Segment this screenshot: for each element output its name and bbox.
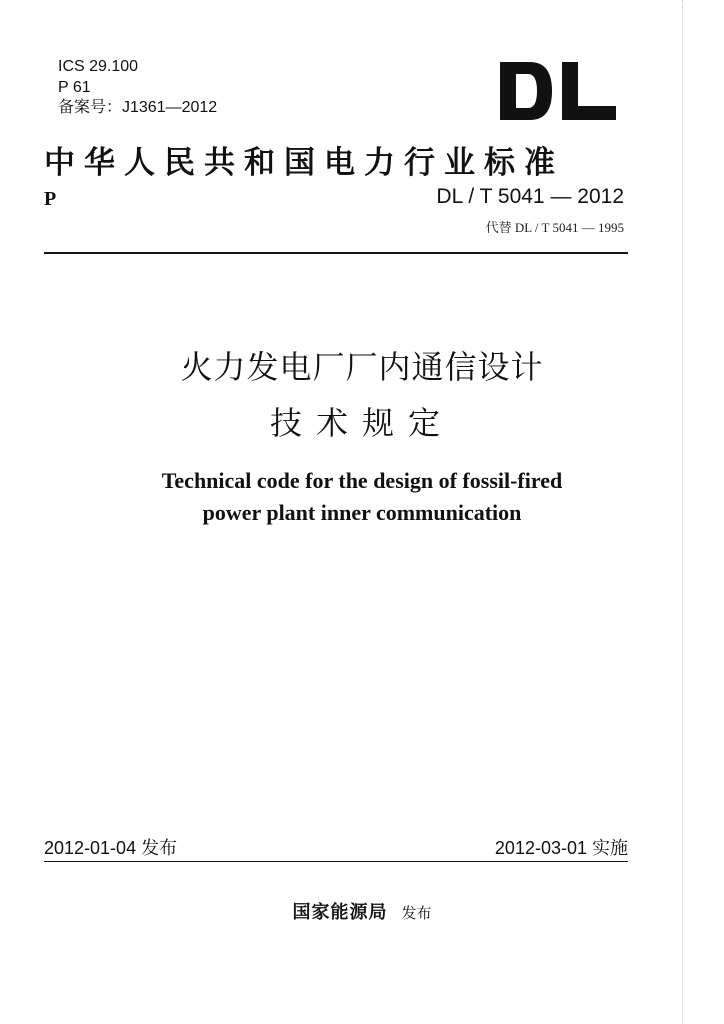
implementation-date: 2012-03-01 实施 bbox=[494, 838, 628, 858]
issue-date: 2012-01-04 发布 bbox=[44, 838, 178, 858]
dl-logo bbox=[500, 62, 618, 120]
issuer-name: 国家能源局 bbox=[292, 902, 388, 923]
record-number: 备案号：J1361—2012 bbox=[58, 99, 218, 116]
document-title-cn-line2: 技术规定 bbox=[269, 404, 454, 442]
issuer-verb: 发布 bbox=[401, 904, 432, 922]
document-title-cn-line1: 火力发电厂厂内通信设计 bbox=[180, 348, 544, 386]
p-code: P 61 bbox=[58, 79, 91, 96]
standard-number: DL / T 5041 — 2012 bbox=[436, 185, 624, 208]
top-divider bbox=[44, 252, 628, 254]
document-title-en-line1: Technical code for the design of fossil-fired bbox=[161, 468, 563, 493]
issuer-line bbox=[0, 898, 724, 924]
classification-code: P bbox=[44, 188, 57, 210]
ics-code: ICS 29.100 bbox=[58, 58, 139, 75]
document-title-en-line2: power plant inner communication bbox=[202, 500, 522, 525]
bottom-divider bbox=[44, 861, 628, 862]
replaces-standard: 代替 DL / T 5041 — 1995 bbox=[485, 220, 624, 235]
scan-edge-line bbox=[682, 0, 683, 1024]
industry-standard-title: 中华人民共和国电力行业标准 bbox=[44, 145, 564, 181]
